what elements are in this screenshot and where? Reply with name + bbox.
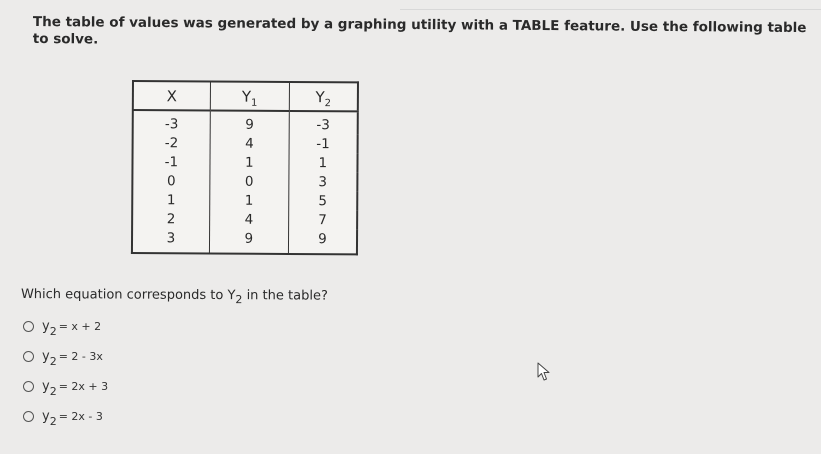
header-y2 <box>289 82 358 111</box>
cell-y2: 1 <box>289 153 358 172</box>
cell-y1: 9 <box>209 228 288 253</box>
cell-y1: 1 <box>210 190 289 209</box>
cell-y1: 4 <box>210 133 289 152</box>
cell-y2: -3 <box>289 111 358 134</box>
cell-x: 1 <box>132 190 209 209</box>
option-rhs: = 2 - 3x <box>58 349 103 363</box>
question-var-sub: 2 <box>235 293 243 307</box>
table-row <box>132 228 357 254</box>
cell-x: 3 <box>132 228 210 253</box>
cell-x: -3 <box>133 110 211 133</box>
cell-x: -1 <box>132 152 209 171</box>
option-label[interactable] <box>42 408 103 428</box>
option-rhs: = x + 2 <box>58 319 102 333</box>
cell-y2: 5 <box>288 191 357 210</box>
table-row <box>132 190 357 210</box>
answer-option-4[interactable] <box>23 401 108 431</box>
question-suffix: in the table? <box>242 288 328 304</box>
header-y1-sub: 1 <box>251 97 258 109</box>
option-rhs: = 2x + 3 <box>58 379 109 393</box>
option-label[interactable] <box>42 348 103 368</box>
header-y1 <box>210 81 289 110</box>
header-x: X <box>133 81 211 110</box>
cell-x: 2 <box>132 209 209 228</box>
option-sub: 2 <box>49 414 57 428</box>
cell-x: -2 <box>133 133 210 152</box>
option-sub: 2 <box>49 384 57 398</box>
cell-y1: 1 <box>210 152 289 171</box>
question-var-base: Y <box>227 288 236 304</box>
question-prefix: Which equation corresponds to <box>20 287 228 304</box>
option-sub: 2 <box>49 324 57 338</box>
top-divider <box>400 9 821 10</box>
option-lhs: y <box>42 318 50 334</box>
mouse-pointer-icon <box>537 362 551 382</box>
option-lhs: y <box>42 378 50 394</box>
cell-y1: 9 <box>210 110 289 133</box>
option-lhs: y <box>42 408 50 424</box>
header-y2-base: Y <box>315 87 325 106</box>
header-y1-base: Y <box>241 87 252 106</box>
cell-y2: 3 <box>289 172 358 191</box>
option-label[interactable] <box>42 318 102 338</box>
option-rhs: = 2x - 3 <box>58 409 103 423</box>
table-header-row <box>133 81 358 111</box>
cell-x: 0 <box>132 171 209 190</box>
values-table <box>131 80 359 255</box>
cell-y2: 9 <box>288 229 357 254</box>
cell-y1: 4 <box>209 209 288 228</box>
answer-options <box>23 311 108 431</box>
radio-button[interactable] <box>23 411 34 422</box>
answer-option-2[interactable] <box>23 341 108 371</box>
cell-y1: 0 <box>210 171 289 190</box>
radio-button[interactable] <box>23 351 34 362</box>
cell-y2: 7 <box>288 210 357 229</box>
option-lhs: y <box>42 348 50 364</box>
option-sub: 2 <box>49 354 57 368</box>
radio-button[interactable] <box>23 381 34 392</box>
question-text <box>20 287 328 307</box>
table-row <box>132 209 357 229</box>
instructions-text: The table of values was generated by a graphing utility with a TABLE feature. Use the following table to solve. <box>32 14 807 48</box>
table-row <box>133 133 358 153</box>
header-y2-sub: 2 <box>324 97 332 109</box>
answer-option-3[interactable] <box>23 371 108 401</box>
radio-button[interactable] <box>23 321 34 332</box>
option-label[interactable] <box>42 378 109 398</box>
table-row <box>133 110 358 134</box>
answer-option-1[interactable] <box>23 311 108 341</box>
table-row <box>132 171 357 191</box>
cell-y2: -1 <box>289 134 358 153</box>
table-row <box>132 152 357 172</box>
